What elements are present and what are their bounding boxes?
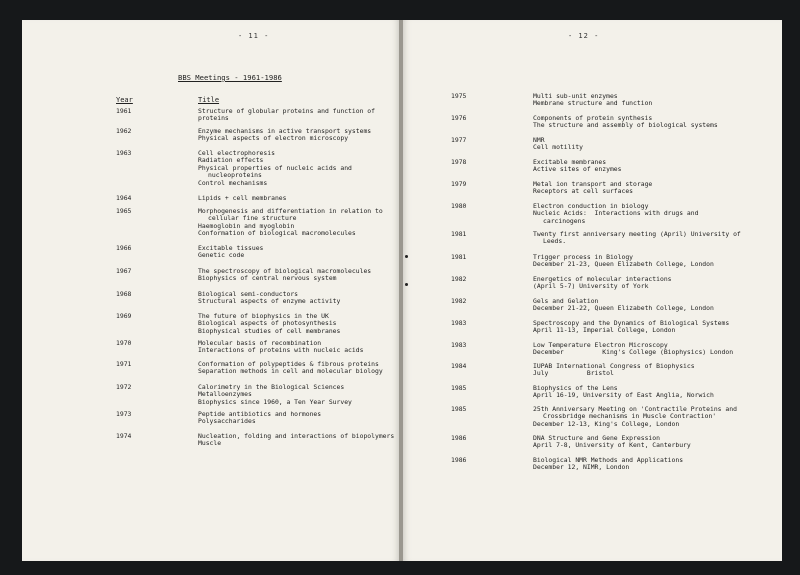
meeting-title-line: Gels and Gelation (533, 297, 599, 305)
meeting-title-line: 25th Anniversary Meeting on 'Contractile Proteins and (533, 405, 737, 413)
meeting-title-line: Cell electrophoresis (198, 149, 275, 157)
meeting-entry (451, 254, 714, 269)
year-column-header: Year (116, 96, 133, 104)
meeting-title-line: IUPAB International Congress of Biophysics (533, 362, 695, 370)
meeting-title-line: Peptide antibiotics and hormones (198, 410, 322, 418)
meeting-title-line: Electron conduction in biology (533, 202, 649, 210)
meeting-year: 1981 (451, 230, 467, 238)
meeting-title-line: Biological NMR Methods and Applications (533, 456, 684, 464)
meeting-entry (116, 340, 363, 355)
meeting-year: 1978 (451, 158, 467, 166)
meeting-title-line: Muscle (198, 439, 222, 448)
meeting-year: 1961 (116, 107, 132, 115)
meeting-titles (533, 320, 729, 335)
meeting-year: 1985 (451, 405, 467, 413)
meeting-title-line: Structural aspects of enzyme activity (198, 297, 341, 306)
meeting-titles (533, 435, 691, 450)
meeting-year: 1976 (451, 114, 467, 122)
meeting-title-line: Membrane structure and function (533, 99, 653, 108)
meeting-titles (533, 93, 652, 108)
meeting-entry (451, 435, 691, 450)
meeting-entry (451, 457, 683, 472)
meeting-titles (198, 108, 375, 123)
meeting-year: 1979 (451, 180, 467, 188)
meeting-year: 1974 (116, 432, 132, 440)
meeting-title-line: NMR (533, 136, 545, 144)
meeting-title-line: Conformation of polypeptides & fibrous proteins (198, 360, 379, 368)
meeting-year: 1973 (116, 410, 132, 418)
meeting-entry (451, 320, 729, 335)
meeting-entry (451, 363, 695, 378)
meeting-titles (533, 181, 652, 196)
meeting-title-line: Polysaccharides (198, 417, 256, 426)
meeting-title-line: Low Temperature Electron Microscopy (533, 341, 668, 349)
meeting-title-line: Biophysical studies of cell membranes (198, 326, 341, 335)
meeting-title-line: Conformation of biological macromolecules (198, 229, 356, 238)
meeting-title-line: proteins (198, 114, 229, 123)
meeting-title-line: The spectroscopy of biological macromolecules (198, 267, 372, 275)
left-page-number: - 11 - (238, 32, 270, 40)
meeting-title-line: December 12-13, King's College, London (533, 419, 680, 428)
meeting-titles (533, 203, 698, 225)
meeting-title-line: Trigger process in Biology (533, 253, 634, 261)
staple-mark (405, 255, 408, 258)
meeting-entry (451, 231, 741, 246)
meeting-titles (533, 276, 672, 291)
meeting-title-line: cellular fine structure (208, 214, 297, 223)
meeting-titles (533, 231, 741, 246)
meeting-year: 1977 (451, 136, 467, 144)
meeting-title-line: Metalloenzymes (198, 390, 252, 399)
meeting-title-line: Excitable membranes (533, 158, 607, 166)
meeting-titles (198, 411, 321, 426)
meeting-title-line: Twenty first anniversary meeting (April) University of (533, 230, 741, 238)
meeting-title-line: Components of protein synthesis (533, 114, 653, 122)
meeting-title-line: The future of biophysics in the UK (198, 312, 329, 320)
meeting-title-line: Spectroscopy and the Dynamics of Biological Systems (533, 319, 730, 327)
meeting-year: 1972 (116, 383, 132, 391)
meeting-title-line: Multi sub-unit enzymes (533, 92, 618, 100)
meeting-titles (198, 268, 371, 283)
meeting-titles (533, 363, 695, 378)
meeting-title-line: Morphogenesis and differentiation in relation to (198, 207, 383, 215)
meeting-titles (533, 115, 718, 130)
meeting-titles (198, 384, 352, 406)
meeting-year: 1985 (451, 384, 467, 392)
meeting-titles (533, 385, 714, 400)
meeting-entry (451, 385, 714, 400)
meeting-title-line: Separation methods in cell and molecular biology (198, 367, 383, 376)
meeting-entry (451, 115, 718, 130)
meeting-title-line: Active sites of enzymes (533, 165, 622, 174)
meeting-entry (116, 268, 371, 283)
meeting-year: 1968 (116, 290, 132, 298)
meeting-title-line: December King's College (Biophysics) London (533, 348, 734, 357)
meeting-year: 1963 (116, 149, 132, 157)
document-heading: BBS Meetings - 1961-1986 (178, 73, 282, 82)
meeting-title-line: Biophysics of the Lens (533, 384, 618, 392)
meeting-titles (533, 254, 714, 269)
meeting-title-line: December 12, NIMR, London (533, 463, 630, 472)
meeting-titles (198, 195, 287, 202)
meeting-titles (198, 433, 394, 448)
meeting-title-line: April 16-19, University of East Anglia, Norwich (533, 391, 714, 400)
meeting-year: 1971 (116, 360, 132, 368)
meeting-title-line: (April 5-7) University of York (533, 282, 649, 291)
meeting-year: 1964 (116, 194, 132, 202)
meeting-entry (116, 411, 321, 426)
meeting-year: 1966 (116, 244, 132, 252)
meeting-year: 1969 (116, 312, 132, 320)
meeting-entry (451, 276, 672, 291)
meeting-year: 1983 (451, 341, 467, 349)
meeting-title-line: Metal ion transport and storage (533, 180, 653, 188)
meeting-title-line: Biophysics since 1960, a Ten Year Survey (198, 397, 352, 406)
meeting-entry (116, 384, 352, 406)
meeting-title-line: April 11-13, Imperial College, London (533, 326, 676, 335)
meeting-title-line: Nucleic Acids: Interactions with drugs and (533, 209, 699, 218)
meeting-entry (116, 291, 340, 306)
meeting-titles (533, 137, 583, 152)
meeting-year: 1975 (451, 92, 467, 100)
meeting-entry (116, 433, 394, 448)
meeting-title-line: Haemoglobin and myoglobin (198, 221, 295, 230)
meeting-entry (451, 298, 714, 313)
meeting-year: 1981 (451, 253, 467, 261)
meeting-title-line: Molecular basis of recombination (198, 339, 322, 347)
meeting-title-line: carcinogens (543, 216, 586, 225)
meeting-title-line: December 21-23, Queen Elizabeth College, London (533, 260, 714, 269)
meeting-title-line: Cell motility (533, 143, 584, 152)
meeting-title-line: April 7-8, University of Kent, Canterbury (533, 441, 691, 450)
meeting-titles (198, 150, 352, 187)
meeting-title-line: Control mechanisms (198, 178, 268, 187)
meeting-title-line: nucleoproteins (208, 171, 262, 180)
meeting-entry (451, 159, 622, 174)
meeting-year: 1967 (116, 267, 132, 275)
meeting-title-line: Enzyme mechanisms in active transport systems (198, 127, 372, 135)
meeting-titles (198, 128, 371, 143)
meeting-entry (451, 137, 583, 152)
meeting-titles (198, 291, 340, 306)
meeting-title-line: Structure of globular proteins and function of (198, 107, 375, 115)
meeting-titles (198, 245, 263, 260)
meeting-entry (451, 342, 733, 357)
meeting-title-line: July Bristol (533, 369, 614, 378)
meeting-titles (198, 361, 383, 376)
meeting-year: 1982 (451, 275, 467, 283)
meeting-title-line: Biophysics of central nervous system (198, 274, 337, 283)
meeting-entry (451, 181, 652, 196)
meeting-titles (533, 342, 733, 357)
meeting-title-line: Biological semi-conductors (198, 290, 299, 298)
meeting-year: 1970 (116, 339, 132, 347)
meeting-title-line: Energetics of molecular interactions (533, 275, 672, 283)
meeting-year: 1980 (451, 202, 467, 210)
meeting-titles (533, 457, 683, 472)
meeting-entry (451, 406, 737, 428)
meeting-titles (198, 313, 340, 335)
meeting-title-line: Calorimetry in the Biological Sciences (198, 383, 345, 391)
meeting-entry (116, 128, 371, 143)
meeting-titles (533, 406, 737, 428)
meeting-title-line: Genetic code (198, 251, 245, 260)
meeting-title-line: Radiation effects (198, 156, 264, 165)
meeting-year: 1983 (451, 319, 467, 327)
title-column-header: Title (198, 96, 220, 104)
meeting-year: 1965 (116, 207, 132, 215)
meeting-year: 1984 (451, 362, 467, 370)
meeting-year: 1982 (451, 297, 467, 305)
meeting-year: 1986 (451, 456, 467, 464)
meeting-entry (116, 313, 340, 335)
meeting-title-line: Leeds. (543, 237, 567, 246)
meeting-year: 1986 (451, 434, 467, 442)
meeting-titles (198, 340, 363, 355)
meeting-titles (533, 159, 622, 174)
meeting-entry (116, 195, 287, 202)
meeting-entry (116, 150, 352, 187)
meeting-title-line: Lipids + cell membranes (198, 194, 287, 202)
meeting-title-line: Receptors at cell surfaces (533, 187, 634, 196)
meeting-title-line: Physical aspects of electron microscopy (198, 134, 349, 143)
staple-mark (405, 283, 408, 286)
meeting-title-line: Interactions of proteins with nucleic acids (198, 346, 364, 355)
meeting-titles (533, 298, 714, 313)
meeting-title-line: Biological aspects of photosynthesis (198, 319, 337, 328)
meeting-entry (116, 245, 263, 260)
meeting-title-line: Physical properties of nucleic acids and (198, 163, 352, 172)
meeting-title-line: Nucleation, folding and interactions of biopolymers (198, 432, 395, 440)
meeting-title-line: Excitable tissues (198, 244, 264, 252)
meeting-title-line: Crossbridge mechanisms in Muscle Contraction' (543, 412, 717, 421)
right-page-number: - 12 - (568, 32, 600, 40)
meeting-year: 1962 (116, 127, 132, 135)
meeting-entry (451, 93, 652, 108)
meeting-entry (116, 361, 383, 376)
meeting-entry (116, 208, 383, 238)
meeting-title-line: The structure and assembly of biological systems (533, 121, 718, 130)
meeting-title-line: DNA Structure and Gene Expression (533, 434, 660, 442)
meeting-entry (116, 108, 375, 123)
meeting-titles (198, 208, 383, 238)
meeting-entry (451, 203, 698, 225)
meeting-title-line: December 21-22, Queen Elizabeth College, London (533, 304, 714, 313)
